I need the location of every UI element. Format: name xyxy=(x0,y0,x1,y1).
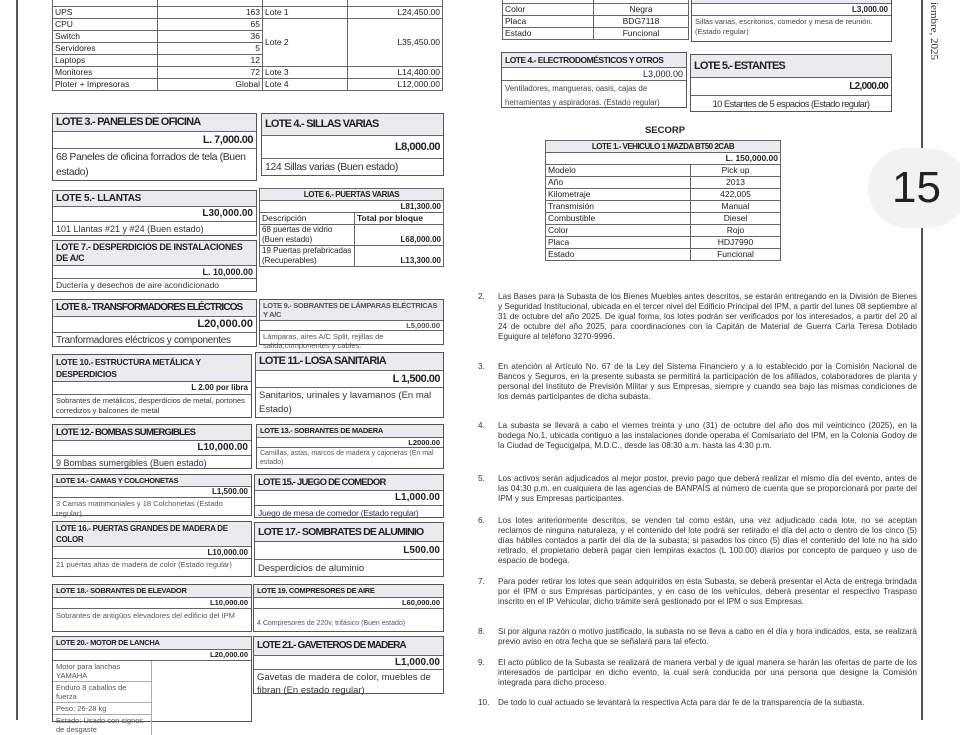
lot-title: LOTE 5.- LLANTAS xyxy=(53,191,256,207)
secorp-vehicle-table xyxy=(545,140,781,261)
lot-title: LOTE 7.- DESPERDICIOS DE INSTALACIONES DE A/C xyxy=(53,241,256,266)
table-row: Estado Funcional xyxy=(503,28,689,40)
table-row: Año 2013 xyxy=(546,177,781,189)
lot-title: LOTE 21.- GAVETEROS DE MADERA xyxy=(254,637,443,656)
right-page-border xyxy=(921,0,923,148)
lot-title: LOTE 17.- SOMBRATES DE ALUMINIO xyxy=(255,523,443,542)
lot-price: L3,000.00 xyxy=(692,4,891,16)
lot-title: LOTE 4.- ELECTRODOMÉSTICOS Y OTROS xyxy=(502,53,686,68)
lot-title: LOTE 3.- PANELES DE OFICINA xyxy=(53,114,256,132)
lot-description: Camillas, astas, marcos de madera y cajoneras (En mal estado) xyxy=(260,450,434,466)
table-row: Monitores 72 Lote 3 L14,400.00 xyxy=(53,67,443,79)
lot-title: LOTE 15.- JUEGO DE COMEDOR xyxy=(255,475,443,491)
lot-title: LOTE 4.- SILLAS VARIAS xyxy=(262,114,443,136)
lot-description: 4 Compresores de 220v, trifásico (Buen estado) xyxy=(257,620,406,627)
lot-7-box xyxy=(52,240,257,292)
lot-title: LOTE 1.- VEHICULO 1 MAZDA BT50 2CAB xyxy=(546,141,781,153)
lot-price: L3,000.00 xyxy=(502,68,686,81)
lot-15-box xyxy=(254,474,444,518)
lot-13-box xyxy=(256,424,444,469)
table-row: Color Rojo xyxy=(546,225,781,237)
lot-description: 68 Paneles de oficina forrados de tela (Buen estado) xyxy=(56,151,246,178)
lot-price: L. 7,000.00 xyxy=(53,132,256,149)
lot-description: 9 Bombas sumergibles (Buen estado) xyxy=(56,458,207,468)
lot-price: L10,000.00 xyxy=(53,441,251,456)
lot-description: 21 puertas altas de madera de color (Estado regular) xyxy=(56,560,232,569)
table-row: Modelo Pick up xyxy=(546,165,781,177)
lot-price: L 1,500.00 xyxy=(256,371,443,388)
right-lot-5-box xyxy=(690,54,892,112)
lot-description: Ductería y desechos de aire acondicionado xyxy=(56,280,220,290)
lot-price: L1,000.00 xyxy=(255,491,443,506)
clause-3: 3. En atención al Artículo No. 67 de la Ley del Sistema Financiero y a lo establecido por la Comisión Nacional de Bancos y Seguros, en la presente subasta se permitirá la participación de los afiliados, colaboradores de planta y personal del Instituto de Previsión Militar y sus Empresas, siempre y cuando sea bajo las mismas condiciones de los demás participantes de dicha subasta. xyxy=(478,362,917,401)
table-row: Servidores 5 xyxy=(53,43,443,55)
lot-8-box xyxy=(52,299,257,347)
lot-description: Sillas varias, escritorios, comedor y mesa de reunión. (Estado regular) xyxy=(695,17,873,36)
page-number-badge: 15 xyxy=(868,148,960,228)
lot-price: L. 150,000.00 xyxy=(546,153,781,165)
lot-price: L30,000.00 xyxy=(53,207,256,222)
lot-description: 101 Llantas #21 y #24 (Buen estado) xyxy=(56,224,204,234)
table-row: Placa HDJ7990 xyxy=(546,237,781,249)
lot-description: Desperdicios de aluminio xyxy=(258,563,365,574)
lot-description: 3 Camas matrimoniales y 18 Colchonetas (Estado regular) xyxy=(56,499,223,518)
lot-description: Sobrantes de antigüos elevadores del edificio del IPM xyxy=(56,611,235,620)
motor-spec: Enduro 8 caballos de fuerza xyxy=(53,682,151,703)
table-row: Combustible Diesel xyxy=(546,213,781,225)
lot-description: Juego de mesa de comedor (Estado regular) xyxy=(258,508,419,518)
table-row: 68 puertas de vidrio (Buen estado) L68,000.00 xyxy=(260,225,444,246)
table-row: UPS 163 Lote 1 L24,450.00 xyxy=(53,7,443,19)
motor-spec: Estado: Usado con signos de desgaste xyxy=(56,716,144,734)
lot-11-box xyxy=(255,352,444,418)
lot-title: LOTE 8.- TRANSFORMADORES ELÉCTRICOS xyxy=(53,300,256,317)
vehicle-2-table xyxy=(502,0,689,40)
date-side-text: iembre, 2025 xyxy=(928,2,940,61)
lot-title: LOTE 19. COMPRESORES DE AIRE xyxy=(254,585,443,598)
lot-price: L 2.00 por libra xyxy=(53,382,251,395)
left-page-border xyxy=(16,0,18,720)
table-row: Transmisión Manual xyxy=(546,201,781,213)
lot-description: Sanitarios, urinales y lavamanos (En mal Estado) xyxy=(259,390,432,415)
lot-title: LOTE 16.- PUERTAS GRANDES DE MADERA DE COLOR xyxy=(53,522,251,547)
lot-price: L1,000.00 xyxy=(254,656,443,670)
lot-description: 10 Estantes de 5 espacios (Estado regular) xyxy=(712,99,870,110)
right-page-border-lower xyxy=(921,228,923,720)
lot-19-box xyxy=(253,584,444,632)
lot-4-box xyxy=(261,113,444,176)
lot-10-box xyxy=(52,354,252,418)
table-row: Ploter + Impresoras Global Lote 4 L12,000.00 xyxy=(53,79,443,91)
lot-description: Lámparas, aires A/C Split, rejillas de salida,componentes y cables. xyxy=(263,332,384,350)
lot-description: Ventiladores, mangueras, oasis, cajas de herramientas y aspiradoras. (Estado regular) xyxy=(505,84,660,107)
equipment-table xyxy=(52,0,443,91)
lot-description: Tranformadores eléctricos y componentes xyxy=(56,335,231,346)
table-row: Laptops 12 xyxy=(53,55,443,67)
lot-price: L500.00 xyxy=(255,542,443,560)
lot-title: LOTE 9.- SOBRANTES DE LÁMPARAS ELÉCTRICAS Y A/C xyxy=(260,300,443,321)
table-row: Estado Funcional xyxy=(546,249,781,261)
lot-price: L60,000.00 xyxy=(254,598,443,609)
table-row: Placa BDG7118 xyxy=(503,16,689,28)
lot-title: LOTE 6.- PUERTAS VARIAS xyxy=(260,189,444,201)
lot-price: L10,000.00 xyxy=(53,547,251,559)
lot-6-table: LOTE 6.- PUERTAS VARIAS L81,300.00 Descripción Total por bloque 68 puertas de vidrio (Buen estado) L68,000.00 19 Puertas prefabricadas (Recuperables) L13,300.00 xyxy=(259,188,444,267)
lot-21-box xyxy=(253,636,444,694)
lot-title: LOTE 12.- BOMBAS SUMERGIBLES xyxy=(53,425,251,441)
lot-title: LOTE 20.- MOTOR DE LANCHA xyxy=(53,637,251,650)
right-lot-3-box xyxy=(691,0,892,42)
lot-description: Sobrantes de metálicos, desperdicios de metal, portones corredizos y balcones de metal xyxy=(56,396,245,415)
lot-3-box xyxy=(52,113,257,181)
lot-price: L10,000.00 xyxy=(53,598,251,609)
table-row: Color Negra xyxy=(503,4,689,16)
lot-14-box xyxy=(52,474,252,516)
lot-price: L20,000.00 xyxy=(53,317,256,333)
clause-6: 6. Los lotes anteriormente descritos, se venden tal como están, una vez adjudicado cada lote, no se aceptan reclamos de ninguna naturaleza, y el contenido del lote podrá ser retirado el día del acto o dentro de los cinco (5) días hábiles contados a partir del día de la subasta; si pasados los cinco (5) días el contenido del lote no ha sido retirado, el propietario deberá pagar cien lempiras exactos (L 100.00) diarios por concepto de parqueo y uso de espacio de bodega. xyxy=(478,516,917,565)
lot-title: LOTE 5.- ESTANTES xyxy=(691,55,891,78)
lot-price: L2,000.00 xyxy=(691,78,891,96)
lot-price: L2000.00 xyxy=(257,438,443,448)
lot-price: L8,000.00 xyxy=(262,136,443,159)
clause-5: 5. Los activos serán adjudicados al mejor postor, previo pago que deberá realizar el mismo día del evento, antes de las 04:30 p.m. en cualquiera de las agencias de BANPAÍS al número de cuenta que se proporcionará por parte del IPM y sus Empresas participantes. xyxy=(478,474,917,503)
table-row: Kilometraje 422,005 xyxy=(546,189,781,201)
lot-price: L. 10,000.00 xyxy=(53,266,256,279)
motor-spec: Peso: 26-28 kg xyxy=(53,703,151,715)
lot-price: L5,000.00 xyxy=(260,321,443,331)
lot-16-box xyxy=(52,521,252,577)
clause-2: 2. Las Bases para la Subasta de los Bienes Muebles antes descritos, se estarán entregando en la División de Bienes y Seguridad Institucional, ubicada en el tercer nivel del Edificio Principal del IPM, a partir del lunes 08 septiembre al 31 de octubre del año 2025. De igual forma, los lotes podrán ser verificados por los interesados, a partir del 20 al 24 de octubre del año 2025, para coordinaciones con la Capitán de Material de Guerra Carla Teresa Doblado Eguigure al teléfono 3270-9996. xyxy=(478,292,917,341)
lot-title: LOTE 13.- SOBRANTES DE MADERA xyxy=(257,425,443,438)
lot-title: LOTE 10.- ESTRUCTURA METÁLICA Y DESPERDICIOS xyxy=(53,355,251,382)
motor-spec: Motor para lanchas YAMAHA xyxy=(53,661,151,682)
table-row: Switch 36 xyxy=(53,31,443,43)
lot-title: LOTE 14.- CAMAS Y COLCHONETAS xyxy=(53,475,251,487)
lot-5-box xyxy=(52,190,257,236)
lot-price: L1,500.00 xyxy=(53,487,251,498)
lot-title: LOTE 18.- SOBRANTES DE ELEVADOR xyxy=(53,585,251,598)
lot-18-box xyxy=(52,584,252,632)
lot-20-box xyxy=(52,636,252,734)
clause-9: 9. El acto público de la Subasta se realizará de manera verbal y de igual manera se harán las ofertas de parte de los interesados de participar en dicho evento, la cual será conducida por una persona que designe la Comisión integrada para dicho proceso. xyxy=(478,658,917,687)
lot-description: 124 Sillas varias (Buen estado) xyxy=(265,161,398,173)
clause-7: 7. Para poder retirar los lotes que sean adquiridos en esta Subasta, se deberá presentar el Acta de entrega brindada por el IPM o sus Empresas participantes, y en caso de los vehículos, deberá presentar el respectivo Traspaso inscrito en el IP Vehicular, dicho trámite será gestionado por el IPM o sus Empresas. xyxy=(478,577,917,606)
lot-17-box xyxy=(254,522,444,577)
lot-title: LOTE 11.- LOSA SANITARIA xyxy=(256,353,443,371)
clause-4: 4. La subasta se llevará a cabo el viernes treinta y uno (31) de octubre del año dos mil veinticinco (2025), en la bodega No.1, ubicada contiguo a las instalaciones donde operaba el Comisariato del IPM, en la Colonia Godoy de la Ciudad de Tegucigalpa, M.D.C., desde las 08:30 a.m. hasta las 4:30 p.m. xyxy=(478,421,917,450)
lot-12-box xyxy=(52,424,252,469)
table-row: CPU 65 Lote 2 L35,450.00 xyxy=(53,19,443,31)
lot-9-box xyxy=(259,299,444,350)
lot-price: L20,000.00 xyxy=(53,650,251,661)
secorp-heading: SECORP xyxy=(644,125,686,136)
lot-description: Gavetas de madera de color, muebles de fibran (En estado regular) xyxy=(257,672,431,696)
clause-10: 10. De todo lo cual actuado se levantará la respectiva Acta para dar fe de la transparencia de la subasta. xyxy=(478,698,865,707)
table-row: 19 Puertas prefabricadas (Recuperables) L13,300.00 xyxy=(260,246,444,267)
lot-price: L81,300.00 xyxy=(260,201,444,213)
clause-8: 8. Si por alguna razón o motivo justificado, la subasta no se lleva a cabo en el día y hora indicados, esta, se realizará previo aviso en otra fecha que se señalará para tal efecto. xyxy=(478,627,917,646)
right-lot-4-box xyxy=(501,52,687,108)
